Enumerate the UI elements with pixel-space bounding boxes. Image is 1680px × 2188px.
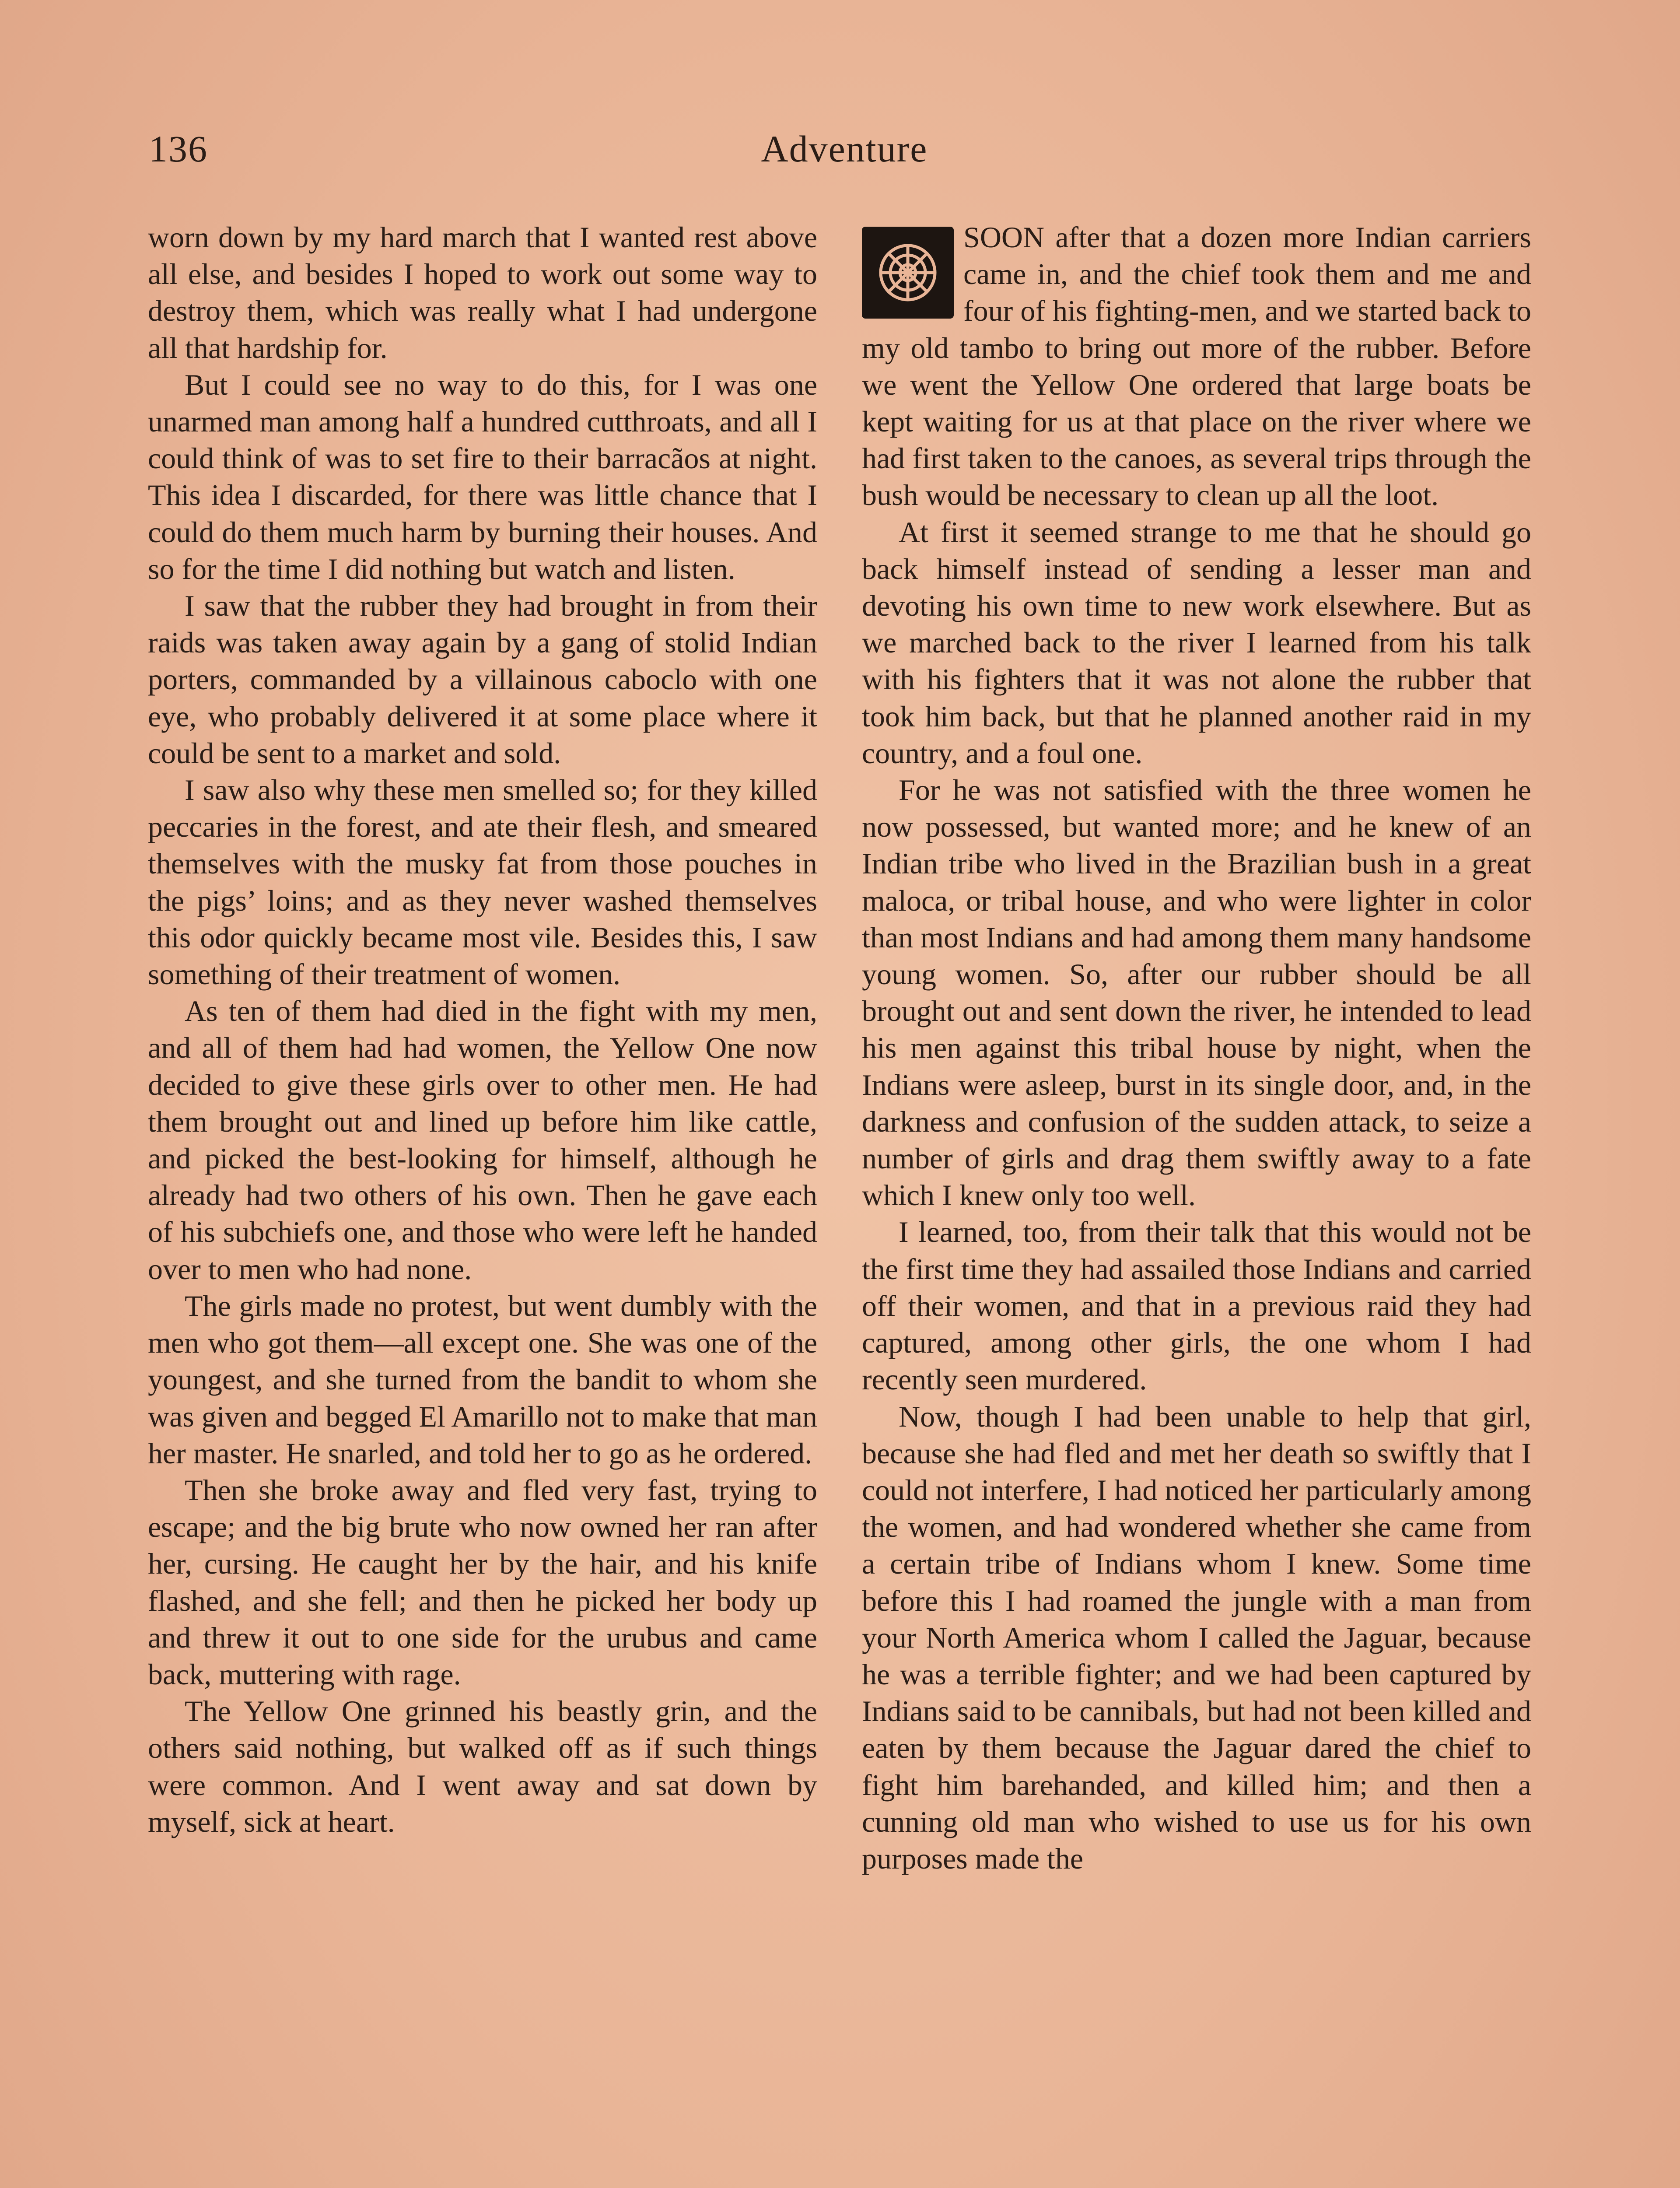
paragraph: SOON after that a dozen more Indian carriers came in, and the chief took them and me and four of his fighting-men, and we started back to my old tambo to bring out more of the rubber. Before we went the Yellow One ordered that large boats be kept waiting for us at that place on the river where we had first taken to the canoes, as several trips through the bush would be necessary to clean up all the loot. [862,221,1531,512]
paragraph: For he was not satisfied with the three women he now possessed, but wanted more; and he knew of an Indian tribe who lived in the Brazilian bush in a great maloca, or tribal house, and who were lighter in color than most Indians and had among them many handsome young women. So, after our rubber should be all brought out and sent down the river, he intended to lead his men against this tribal house by night, when the Indians were asleep, burst in its single door, and, in the darkness and confusion of the sudden attack, to seize a number of girls and drag them swiftly away to a fate which I knew only too well. [862,773,1531,1212]
right-column [862,219,1531,1877]
paragraph: At first it seemed strange to me that he should go back himself instead of sending a lesser man and devoting his own time to new work elsewhere. But as we marched back to the river I learned from his talk with his fighters that it was not alone the rubber that took him back, but that he planned another raid in my country, and a foul one. [862,515,1531,770]
paragraph: worn down by my hard march that I wanted rest above all else, and besides I hoped to work out some way to destroy them, which was really what I had undergone all that hardship for. [148,221,817,365]
paragraph: Now, though I had been unable to help that girl, because she had fled and met her death so swiftly that I could not interfere, I had noticed her particularly among the women, and had wondered whether she came from a certain tribe of Indians whom I knew. Some time before this I had roamed the jungle with a man from your North America whom I called the Jaguar, because he was a terrible fighter; and we had been captured by Indians said to be cannibals, but had not been killed and eaten by them because the Jaguar dared the chief to fight him barehanded, and killed him; and then a cunning old man who wished to use us for his own purposes made the [862,1399,1531,1875]
page-header [149,127,1540,184]
paragraph: I saw that the rubber they had brought in from their raids was taken away again by a gang of stolid Indian porters, commanded by a villainous caboclo with one eye, who probably delivered it at some place where it could be sent to a market and sold. [148,589,817,770]
paragraph: As ten of them had died in the fight with my men, and all of them had had women, the Yellow One now decided to give these girls over to other men. He had them brought out and lined up before him like cattle, and picked the best-looking for himself, although he already had two others of his own. Then he gave each of his subchiefs one, and those who were left he handed over to men who had none. [148,994,817,1286]
paragraph: Then she broke away and fled very fast, trying to escape; and the big brute who now owned her ran after her, cursing. He caught her by the hair, and his knife flashed, and she fell; and then he picked her body up and threw it out to one side for the urubus and came back, muttering with rage. [148,1473,817,1691]
left-column [148,219,817,1840]
paragraph: I learned, too, from their talk that this would not be the first time they had assailed those Indians and carried off their women, and that in a previous raid they had captured, among other girls, the one whom I had recently seen murdered. [862,1215,1531,1396]
page-number: 136 [149,128,208,170]
running-title: Adventure [761,128,928,170]
paragraph: The Yellow One grinned his beastly grin, and the others said nothing, but walked off as if such things were common. And I went away and sat down by myself, sick at heart. [148,1694,817,1838]
paragraph: The girls made no protest, but went dumbly with the men who got them—all except one. She was one of the youngest, and she turned from the bandit to whom she was given and begged El Amarillo not to make that man her master. He snarled, and told her to go as he ordered. [148,1289,817,1470]
paragraph: I saw also why these men smelled so; for they killed peccaries in the forest, and ate their flesh, and smeared themselves with the musky fat from those pouches in the pigs’ loins; and as they never washed themselves this odor quickly became most vile. Besides this, I saw something of their treatment of women. [148,773,817,991]
paragraph: But I could see no way to do this, for I was one unarmed man among half a hundred cutthroats, and all I could think of was to set fire to their barracãos at night. This idea I discarded, for there was little chance that I could do them much harm by burning their houses. And so for the time I did nothing but watch and listen. [148,368,817,586]
section-ornament-icon [862,227,954,319]
